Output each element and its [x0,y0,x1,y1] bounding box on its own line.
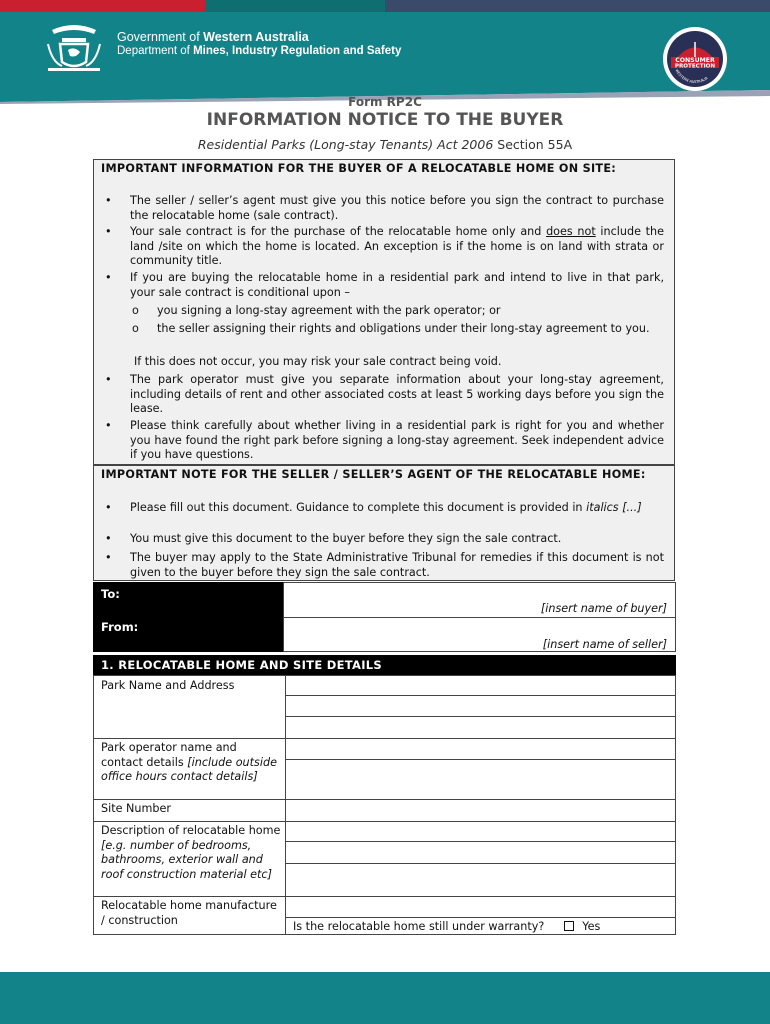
badge-text-2: PROTECTION [674,63,716,70]
department-name: Department of Mines, Industry Regulation and Safety [117,45,402,57]
badge-ring-text: WESTERN AUSTRALIA [674,68,709,85]
top-color-stripe [0,0,770,12]
consumer-protection-badge-icon [662,26,728,92]
yes-label: Yes [582,920,601,933]
wa-government-crest-icon [44,22,104,74]
to-field[interactable]: [insert name of buyer] [540,602,667,615]
home-site-details-table [93,675,676,935]
seller-notice-heading: IMPORTANT NOTE FOR THE SELLER / SELLER’S AGENT OF THE RELOCATABLE HOME: [101,468,646,481]
warranty-yes-checkbox[interactable] [564,921,574,931]
footer-band [0,972,770,1024]
warranty-question: Is the relocatable home still under warranty? Yes [293,920,601,933]
form-code: Form RP2C [348,95,422,109]
description-label: Description of relocatable home [e.g. number of bedrooms, bathrooms, exterior wall and roof construction material etc] [101,824,281,881]
government-name: Government of Western Australia [117,30,309,44]
seller-notice-box: IMPORTANT NOTE FOR THE SELLER / SELLER’S AGENT OF THE RELOCATABLE HOME: • Please fill out this document. Guidance to complete this document is provided in italics [...] • You must give this document to the buyer before they sign the sale contract. • The buyer may apply to the State Administrative Tribunal for remedies if this document is not given to the buyer before they sign the sale contract. [93,465,675,581]
buyer-notice-box: IMPORTANT INFORMATION FOR THE BUYER OF A RELOCATABLE HOME ON SITE: • The seller / seller’s agent must give you this notice before you sign the contract to purchase the relocatable home (sale contract). • Your sale contract is for the purchase of the relocatable home only and does not include the land /site on which the home is located. An exception is if the home is on land with strata or community title. • If you are buying the relocatable home in a residential park and intend to live in that park, your sale contract is conditional upon – o you signing a long-stay agreement with the park operator; or o the seller assigning their rights and obligations under their long-stay agreement to you. If this does not occur, you may risk your sale contract being void. • The park operator must give you separate information about your long-stay agreement, including details of rent and other associated costs at least 5 working days before you sign the lease. • Please think carefully about whether living in a residential park is right for you and whether you have found the right park before signing a long-stay agreement. Seek independent advice if you have questions. [93,159,675,465]
page-title: INFORMATION NOTICE TO THE BUYER [206,110,564,130]
park-name-label: Park Name and Address [101,679,235,692]
to-from-label-block [93,582,283,652]
site-number-label: Site Number [101,802,171,815]
section-1-heading: 1. RELOCATABLE HOME AND SITE DETAILS [93,655,676,675]
stripe-teal [205,0,385,12]
operator-label: Park operator name and contact details [include outside office hours contact details] [101,741,277,783]
to-from-fields [283,582,676,652]
to-label: To: [101,587,120,601]
from-label: From: [101,620,139,634]
badge-text-1: CONSUMER [675,57,715,64]
manufacture-label: Relocatable home manufacture / construction [101,899,277,927]
buyer-notice-heading: IMPORTANT INFORMATION FOR THE BUYER OF A RELOCATABLE HOME ON SITE: [101,162,617,175]
risk-statement: If this does not occur, you may risk your sale contract being void. [134,355,502,368]
act-reference: Residential Parks (Long-stay Tenants) Act 2006 Section 55A [197,137,573,152]
stripe-red [0,0,205,12]
from-field[interactable]: [insert name of seller] [542,638,667,651]
stripe-navy [385,0,770,12]
